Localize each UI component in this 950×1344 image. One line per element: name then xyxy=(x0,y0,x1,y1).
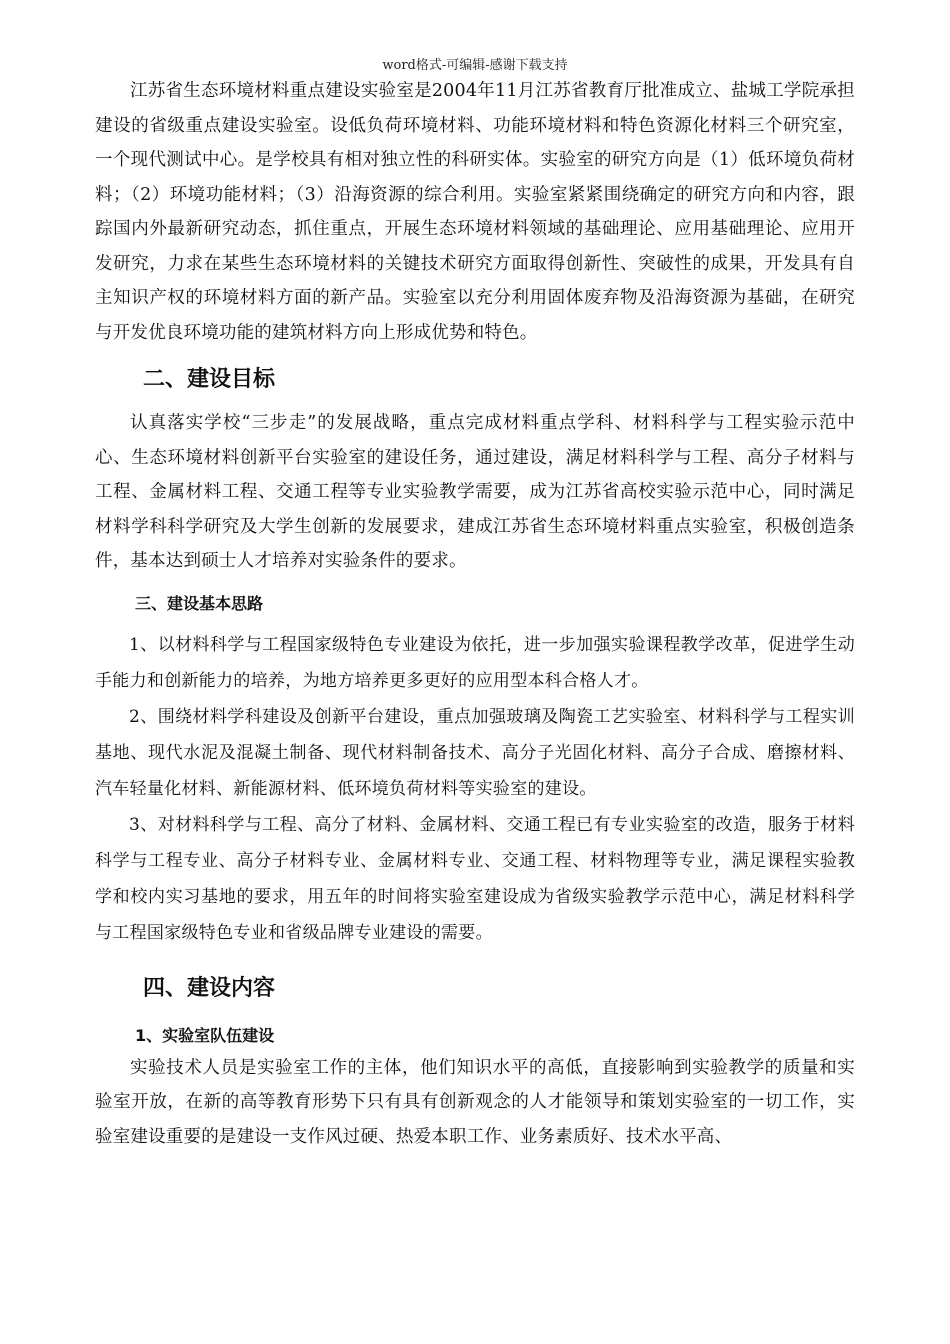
lab-team-paragraph: 实验技术人员是实验室工作的主体，他们知识水平的高低，直接影响到实验教学的质量和实验室开放，在新的高等教育形势下只有具有创新观念的人才能领导和策划实验室的一切工作，实验室建设重要的是建设一支作风过硬、热爱本职工作、业务素质好、技术水平高、 xyxy=(95,1057,855,1147)
idea-item-1: 1、以材料科学与工程国家级特色专业建设为依托，进一步加强实验课程教学改革，促进学生动手能力和创新能力的培养，为地方培养更多更好的应用型本科合格人才。 xyxy=(95,634,855,691)
goal-paragraph: 认真落实学校“三步走”的发展战略，重点完成材料重点学科、材料科学与工程实验示范中心、生态环境材料创新平台实验室的建设任务，通过建设，满足材料科学与工程、高分子材料与工程、金属材料工程、交通工程等专业实验教学需要，成为江苏省高校实验示范中心，同时满足材料学科科学研究及大学生创新的发展要求，建成江苏省生态环境材料重点实验室，积极创造条件，基本达到硕士人才培养对实验条件的要求。 xyxy=(95,413,855,571)
intro-paragraph: 江苏省生态环境材料重点建设实验室是2004年11月江苏省教育厅批准成立、盐城工学院承担建设的省级重点建设实验室。设低负荷环境材料、功能环境材料和特色资源化材料三个研究室，一个现代测试中心。是学校具有相对独立性的科研实体。实验室的研究方向是（1）低环境负荷材料；（2）环境功能材料；（3）沿海资源的综合利用。实验室紧紧围绕确定的研究方向和内容，跟踪国内外最新研究动态，抓住重点，开展生态环境材料领域的基础理论、应用基础理论、应用开发研究，力求在某些生态环境材料的关键技术研究方面取得创新性、突破性的成果，开发具有自主知识产权的环境材料方面的新产品。实验室以充分利用固体废弃物及沿海资源为基础，在研究与开发优良环境功能的建筑材料方向上形成优势和特色。 xyxy=(95,81,855,343)
heading-basic-ideas: 三、建设基本思路 xyxy=(135,593,264,613)
document-body xyxy=(95,74,855,1154)
idea-item-2: 2、围绕材料学科建设及创新平台建设，重点加强玻璃及陶瓷工艺实验室、材料科学与工程实训基地、现代水泥及混凝土制备、现代材料制备技术、高分子光固化材料、高分子合成、磨擦材料、汽车轻量化材料、新能源材料、低环境负荷材料等实验室的建设。 xyxy=(95,706,855,799)
subheading-lab-team: 1、实验室队伍建设 xyxy=(135,1025,275,1045)
heading-construction-content: 四、建设内容 xyxy=(143,975,276,1001)
heading-construction-goal: 二、建设目标 xyxy=(143,367,276,392)
page-header: word格式-可编辑-感谢下载支持 xyxy=(382,58,568,73)
idea-item-3: 3、对材料科学与工程、高分了材料、金属材料、交通工程已有专业实验室的改造，服务于材料科学与工程专业、高分子材料专业、金属材料专业、交通工程、材料物理等专业，满足课程实验教学和校内实习基地的要求，用五年的时间将实验室建设成为省级实验教学示范中心，满足材料科学与工程国家级特色专业和省级品牌专业建设的需要。 xyxy=(95,814,855,943)
